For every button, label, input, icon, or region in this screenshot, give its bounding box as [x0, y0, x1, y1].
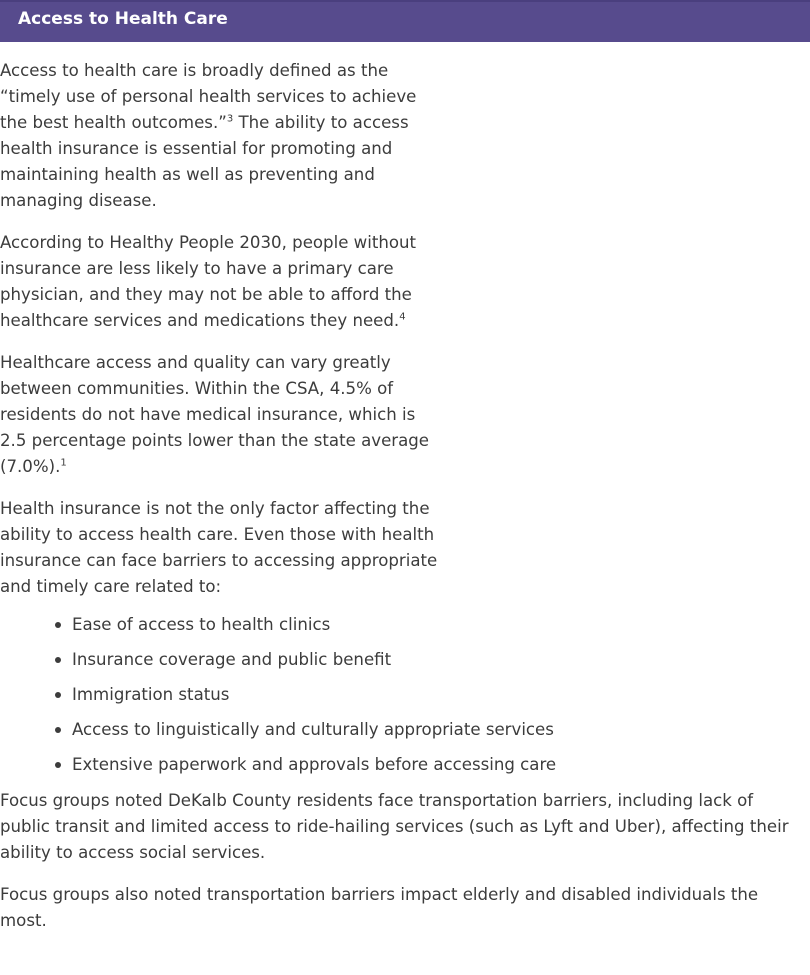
paragraph-text-continued: The ability to access health insurance is essential for promoting and maintaining health as well as preventing and managing disease.	[0, 113, 409, 210]
paragraph-focus-groups-transport	[0, 788, 805, 866]
paragraph-barriers-intro	[0, 496, 440, 600]
list-item	[0, 747, 810, 782]
list-item-text: Ease of access to health clinics	[72, 615, 331, 634]
barriers-list	[0, 607, 810, 782]
footnote-marker: 1	[60, 457, 67, 469]
section-header	[0, 0, 810, 42]
bullet-icon	[55, 727, 61, 733]
paragraph-text: According to Healthy People 2030, people without insurance are less likely to have a primary care physician, and they may not be able to afford the healthcare services and medications they need.	[0, 233, 417, 330]
bullet-icon	[55, 622, 61, 628]
paragraph-text: Focus groups also noted transportation barriers impact elderly and disabled individuals the most.	[0, 885, 759, 930]
list-item-text: Insurance coverage and public benefit	[72, 650, 392, 669]
bullet-icon	[55, 762, 61, 768]
list-item	[0, 607, 810, 642]
paragraph-healthy-people	[0, 230, 448, 334]
bullet-icon	[55, 692, 61, 698]
paragraph-definition	[0, 58, 448, 214]
footnote-marker: 3	[226, 113, 234, 125]
list-item	[0, 642, 810, 677]
paragraph-text: Health insurance is not the only factor affecting the ability to access health care. Even those with health insurance can face barriers to accessing appropriate and timely care related to:	[0, 499, 438, 596]
article-body	[0, 58, 810, 950]
list-item-text: Extensive paperwork and approvals before accessing care	[72, 755, 557, 774]
paragraph-text: Healthcare access and quality can vary greatly between communities. Within the CSA, 4.5% of residents do not have medical insurance, which is 2.5 percentage points lower than the state average (7.0%).	[0, 353, 430, 476]
paragraph-focus-groups-elderly	[0, 882, 805, 934]
list-item-text: Access to linguistically and culturally appropriate services	[72, 720, 554, 739]
paragraph-text: Access to health care is broadly defined as the “timely use of personal health services to achieve the best health outcomes.”	[0, 61, 417, 132]
section-title: Access to Health Care	[18, 9, 228, 29]
bullet-icon	[55, 657, 61, 663]
footnote-marker: 4	[399, 311, 406, 323]
paragraph-text: Focus groups noted DeKalb County residents face transportation barriers, including lack of public transit and limited access to ride-hailing services (such as Lyft and Uber), affecting their ability to access social services.	[0, 791, 789, 862]
list-item	[0, 677, 810, 712]
list-item	[0, 712, 810, 747]
paragraph-insurance-rate	[0, 350, 430, 480]
list-item-text: Immigration status	[72, 685, 230, 704]
